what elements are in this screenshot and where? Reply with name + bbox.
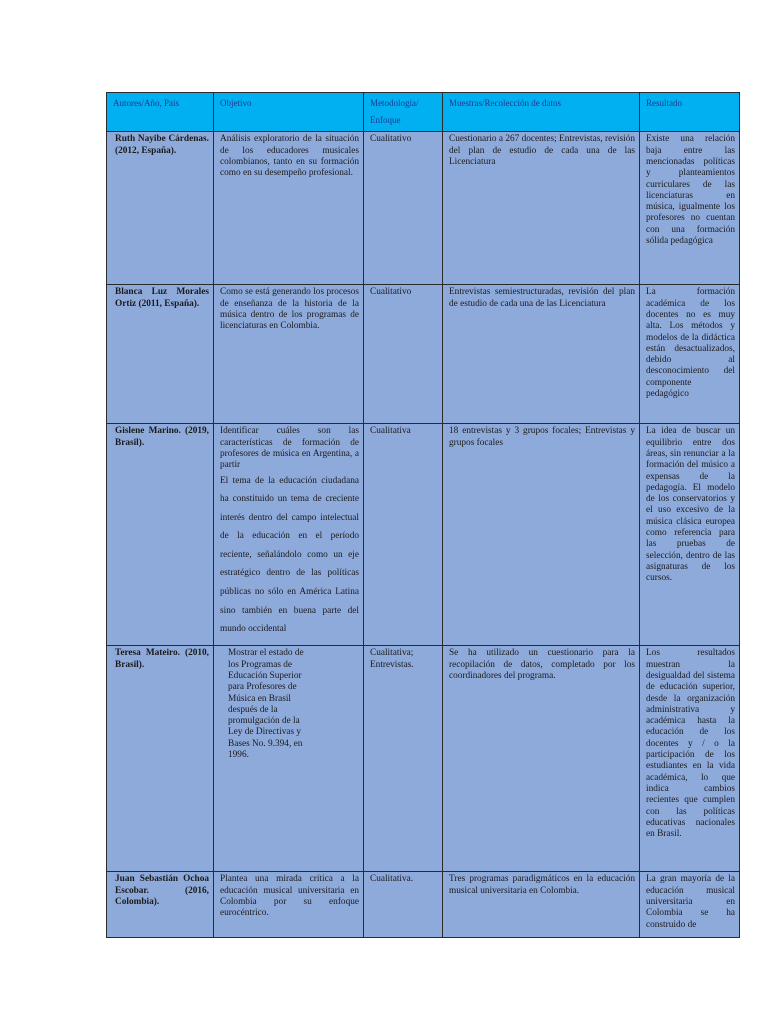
header-result: Resultado — [640, 93, 740, 132]
author-cell: Juan Sebastián Ochoa Escobar. (2016, Colombia). — [107, 872, 214, 938]
header-methodology: Metodología/ Enfoque — [364, 93, 443, 132]
objective-cell — [214, 424, 364, 646]
result-cell: La formación académica de los docentes no es muy alta. Los métodos y modelos de la didáctica están desactualizados, debido al desconocimiento del componente pedagógico — [640, 285, 740, 424]
result-cell: La idea de buscar un equilibrio entre dos áreas, sin renunciar a la formación del músico a expensas de la pedagogía. El modelo de los conservatorios y el uso excesivo de la música clásica europea como referencia para las pruebas de selección, dentro de las asignaturas de los cursos. — [640, 424, 740, 646]
objective-cell: Plantea una mirada crítica a la educación musical universitaria en Colombia por su enfoque eurocéntrico. — [214, 872, 364, 938]
objective-text: Identificar cuáles son las características de formación de profesores de música en Argentina, a partir — [220, 426, 359, 471]
table-row — [107, 646, 740, 872]
author-cell: Ruth Nayibe Cárdenas. (2012, España). — [107, 132, 214, 285]
method-cell: Cualitativa — [364, 424, 443, 646]
result-cell: Existe una relación baja entre las mencionadas políticas y planteamientos curriculares de las licenciaturas en música, igualmente los profesores no cuentan con una formación sólida pedagógica — [640, 132, 740, 285]
method-cell: Cualitativo — [364, 285, 443, 424]
objective-cell: Mostrar el estado de los Programas de Educación Superior para Profesores de Música en Brasil después de la promulgación de la Ley de Directivas y Bases No. 9.394, en 1996. — [214, 646, 364, 872]
objective-text-extended: El tema de la educación ciudadana ha constituido un tema de creciente interés dentro del campo intelectual de la educación en el período reciente, señalándolo como un eje estratégico dentro de las políticas públicas no sólo en América Latina sino también en buena parte del mundo occidental — [220, 475, 359, 635]
header-samples: Muestras/Recolección de datos — [443, 93, 640, 132]
sample-cell: 18 entrevistas y 3 grupos focales; Entrevistas y grupos focales — [443, 424, 640, 646]
sample-cell: Tres programas paradigmáticos en la educación musical universitaria en Colombia. — [443, 872, 640, 938]
result-cell: La gran mayoría de la educación musical universitaria en Colombia se ha construido de — [640, 872, 740, 938]
author-cell: Gislene Marino. (2019, Brasil). — [107, 424, 214, 646]
sample-cell: Se ha utilizado un cuestionario para la recopilación de datos, completado por los coordinadores del programa. — [443, 646, 640, 872]
author-cell: Teresa Mateiro. (2010, Brasil). — [107, 646, 214, 872]
method-cell: Cualitativa. — [364, 872, 443, 938]
literature-review-table — [106, 92, 740, 938]
table-row — [107, 424, 740, 646]
table-row — [107, 285, 740, 424]
table-row — [107, 132, 740, 285]
table-header-row — [107, 93, 740, 132]
method-cell: Cualitativa; Entrevistas. — [364, 646, 443, 872]
author-cell: Blanca Luz Morales Ortiz (2011, España). — [107, 285, 214, 424]
sample-cell: Cuestionario a 267 docentes; Entrevistas, revisión del plan de estudio de cada una de las Licenciatura — [443, 132, 640, 285]
objective-cell: Como se está generando los procesos de enseñanza de la historia de la música dentro de los programas de licenciaturas en Colombia. — [214, 285, 364, 424]
header-objective: Objetivo — [214, 93, 364, 132]
sample-cell: Entrevistas semiestructuradas, revisión del plan de estudio de cada una de las Licenciatura — [443, 285, 640, 424]
result-cell: Los resultados muestran la desigualdad del sistema de educación superior, desde la organización administrativa y académica hasta la educación de los docentes y / o la participación de los estudiantes en la vida académica, lo que indica cambios recientes que cumplen con las políticas educativas nacionales en Brasil. — [640, 646, 740, 872]
table-row — [107, 872, 740, 938]
header-authors: Autores/Año, País — [107, 93, 214, 132]
method-cell: Cualitativo — [364, 132, 443, 285]
objective-cell: Análisis exploratorio de la situación de los educadores musicales colombianos, tanto en su formación como en su desempeño profesional. — [214, 132, 364, 285]
